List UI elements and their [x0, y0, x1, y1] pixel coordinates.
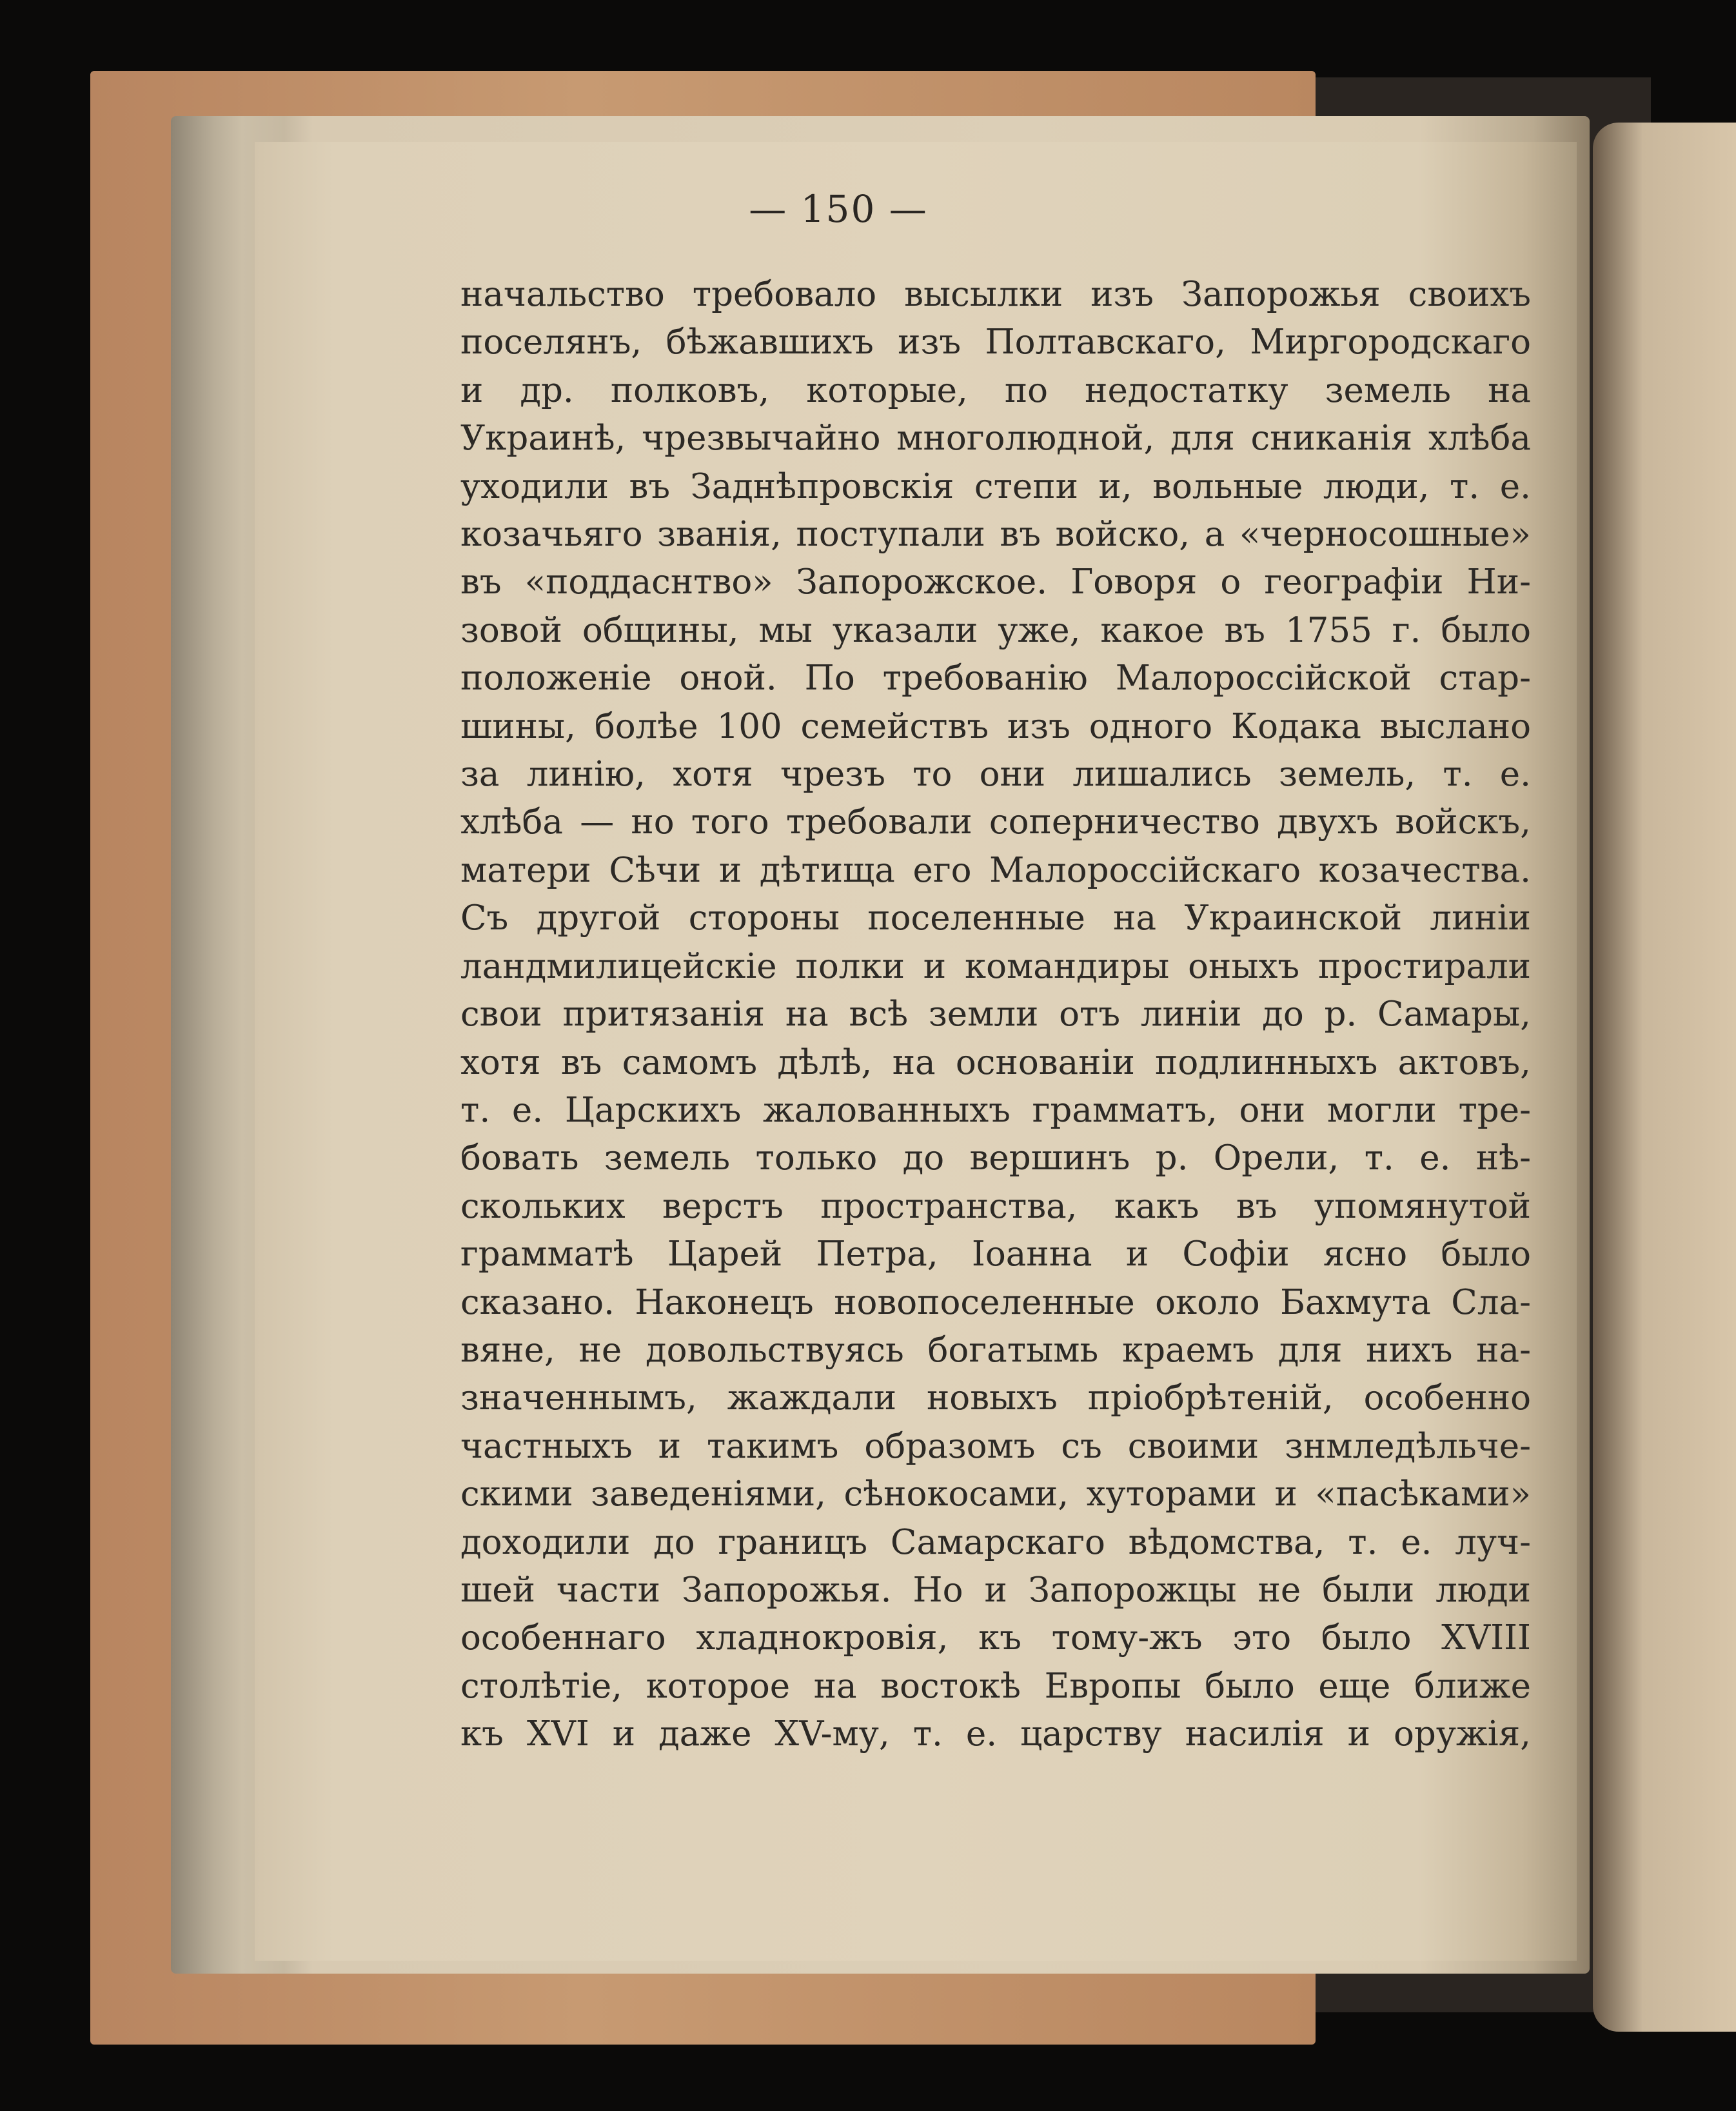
text-line: грамматѣ Царей Петра, Іоанна и Софіи ясно было [460, 1234, 1531, 1274]
text-line: частныхъ и такимъ образомъ съ своими знмледѣльче- [460, 1426, 1531, 1466]
text-line: матери Сѣчи и дѣтища его Малороссійскаго козачества. [460, 850, 1531, 890]
text-line: скими заведеніями, сѣнокосами, хуторами и «пасѣками» [460, 1474, 1531, 1514]
facing-page-edge [1593, 123, 1736, 2032]
text-line: скольких верстъ пространства, какъ въ упомянутой [460, 1186, 1531, 1226]
text-line: положеніе оной. По требованію Малороссійской стар- [460, 659, 1531, 699]
text-line: шины, болѣе 100 семействъ изъ одного Кодака выслано [460, 706, 1531, 746]
text-line: бовать земель только до вершинъ р. Орели, т. е. нѣ- [460, 1138, 1531, 1178]
text-line: въ «поддаснтво» Запорожское. Говоря о географіи Ни- [460, 562, 1531, 602]
page-number: — 150 — [749, 187, 928, 231]
text-line: Съ другой стороны поселенные на Украинской линіи [460, 898, 1531, 938]
page-body [460, 271, 1531, 1759]
text-line: доходили до границъ Самарскаго вѣдомства, т. е. луч- [460, 1522, 1531, 1562]
text-line: начальство требовало высылки изъ Запорожья своихъ [460, 275, 1531, 314]
text-line: уходили въ Заднѣпровскія степи и, вольные люди, т. е. [460, 466, 1531, 506]
text-line: свои притязанія на всѣ земли отъ линіи до р. Самары, [460, 995, 1531, 1035]
text-line: Украинѣ, чрезвычайно многолюдной, для сниканія хлѣба [460, 419, 1531, 459]
text-line: поселянъ, бѣжавшихъ изъ Полтавскаго, Миргородскаго [460, 322, 1531, 362]
text-line: сказано. Наконецъ новопоселенные около Бахмута Сла- [460, 1282, 1531, 1322]
text-line: зовой общины, мы указали уже, какое въ 1755 г. было [460, 610, 1531, 650]
text-line: къ XVI и даже XV-му, т. е. царству насилія и оружія, [460, 1714, 1531, 1754]
text-line: хлѣба — но того требовали соперничество двухъ войскъ, [460, 802, 1531, 842]
text-line: особеннаго хладнокровія, къ тому-жъ это было XVIII [460, 1618, 1531, 1658]
text-line: т. е. Царскихъ жалованныхъ грамматъ, они могли тре- [460, 1090, 1531, 1130]
text-line: и др. полковъ, которые, по недостатку земель на [460, 370, 1531, 410]
text-line: шей части Запорожья. Но и Запорожцы не были люди [460, 1570, 1531, 1610]
text-line: за линію, хотя чрезъ то они лишались земель, т. е. [460, 755, 1531, 795]
text-line: вяне, не довольствуясь богатымь краемъ для нихъ на- [460, 1330, 1531, 1370]
text-line: козачьяго званія, поступали въ войско, а «черносошные» [460, 515, 1531, 555]
text-line: столѣтіе, которое на востокѣ Европы было еще ближе [460, 1666, 1531, 1706]
text-line: хотя въ самомъ дѣлѣ, на основаніи подлинныхъ актовъ, [460, 1042, 1531, 1082]
text-line: ландмилицейскіе полки и командиры оныхъ простирали [460, 946, 1531, 986]
text-line: значеннымъ, жаждали новыхъ пріобрѣтеній, особенно [460, 1378, 1531, 1418]
